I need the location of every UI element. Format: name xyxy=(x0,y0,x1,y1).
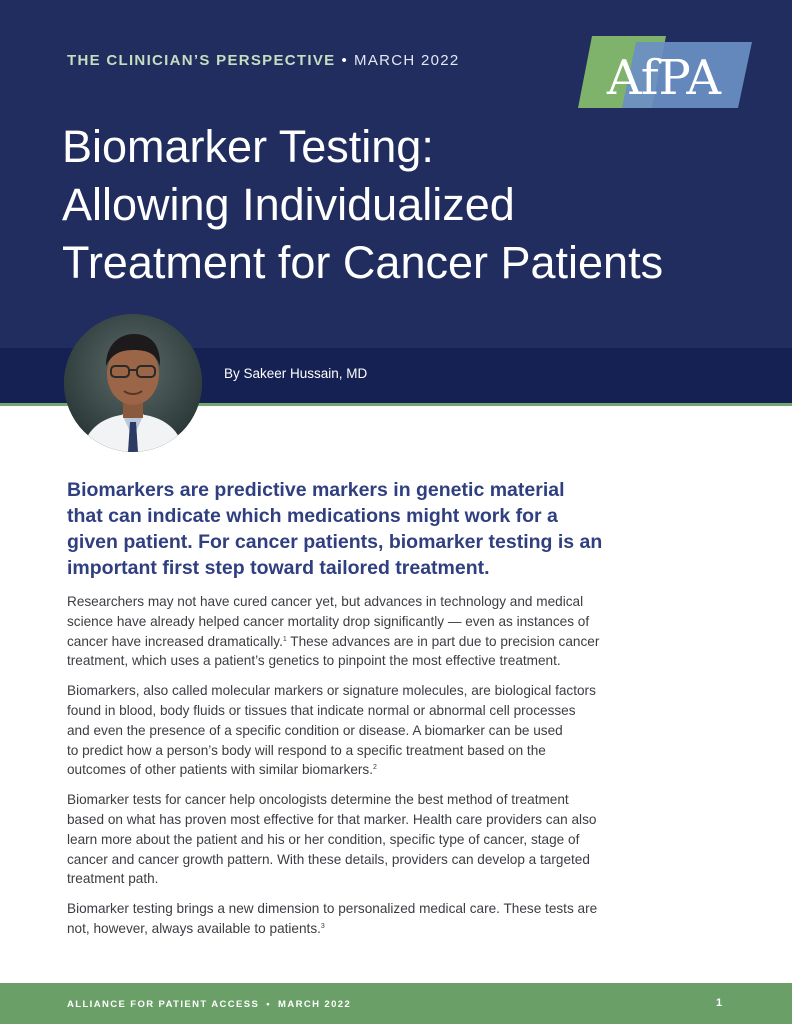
intro-lede xyxy=(67,477,707,581)
body-paragraph xyxy=(67,681,707,780)
intro-line: important first step toward tailored treatment. xyxy=(67,557,490,579)
footnote-ref: 1 xyxy=(282,635,287,643)
title-line: Allowing Individualized xyxy=(62,179,515,230)
title-line: Treatment for Cancer Patients xyxy=(62,237,664,288)
body-line: to predict how a person’s body will respond to a specific treatment based on the xyxy=(67,742,546,758)
afpa-logo xyxy=(578,36,754,108)
body-paragraph xyxy=(67,899,707,939)
footer-org: ALLIANCE FOR PATIENT ACCESS xyxy=(67,999,260,1010)
footnote-ref: 3 xyxy=(320,922,325,930)
intro-line: Biomarkers are predictive markers in genetic material xyxy=(67,479,565,501)
page-number: 1 xyxy=(716,997,723,1009)
author-byline: By Sakeer Hussain, MD xyxy=(224,366,368,381)
footer-label xyxy=(67,999,351,1010)
body-paragraph xyxy=(67,592,707,671)
body-line: and even the presence of a specific condition or disease. A biomarker can be used xyxy=(67,722,563,738)
body-line: Biomarkers, also called molecular markers or signature molecules, are biological factors xyxy=(67,683,596,699)
page-title xyxy=(62,118,782,292)
body-line: treatment, which uses a patient’s genetics to pinpoint the most effective treatment. xyxy=(67,653,561,669)
body-line: not, however, always available to patients.$^3$ xyxy=(67,920,325,936)
body-line: science have already helped cancer mortality drop significantly — even as instances of xyxy=(67,613,590,629)
series-name: THE CLINICIAN’S PERSPECTIVE xyxy=(67,52,336,69)
title-line: Biomarker Testing: xyxy=(62,121,434,172)
body-paragraph xyxy=(67,790,707,889)
body-line: Researchers may not have cured cancer yet, but advances in technology and medical xyxy=(67,594,584,609)
logo-wordmark: AfPA xyxy=(606,50,722,106)
intro-line: given patient. For cancer patients, biomarker testing is an xyxy=(67,531,603,553)
body-line: learn more about the patient and his or her condition, specific type of cancer, stage of xyxy=(67,831,580,847)
page-footer xyxy=(0,983,792,1024)
footer-separator: • xyxy=(266,999,271,1010)
intro-line: that can indicate which medications might work for a xyxy=(67,505,558,527)
body-line: Biomarker testing brings a new dimension to personalized medical care. These tests are xyxy=(67,901,598,917)
body-line: cancer and cancer growth pattern. With these details, providers can develop a targeted xyxy=(67,851,590,867)
body-line: found in blood, body fluids or tissues that indicate normal or abnormal cell processes xyxy=(67,702,576,718)
issue-date: MARCH 2022 xyxy=(354,52,460,69)
footer-date: MARCH 2022 xyxy=(278,999,352,1010)
article-body xyxy=(67,592,707,949)
body-line: treatment path. xyxy=(67,871,159,887)
author-photo xyxy=(64,314,202,452)
footnote-ref: 2 xyxy=(372,764,377,772)
series-kicker xyxy=(67,52,460,69)
body-line: Biomarker tests for cancer help oncologists determine the best method of treatment xyxy=(67,792,569,808)
body-line: cancer have increased dramatically.$^1$ These advances are in part due to precision cancer xyxy=(67,633,600,649)
kicker-separator: • xyxy=(341,52,349,69)
body-line: outcomes of other patients with similar biomarkers.$^2$ xyxy=(67,762,377,778)
body-line: based on what has proven most effective for that marker. Health care providers can also xyxy=(67,811,597,827)
